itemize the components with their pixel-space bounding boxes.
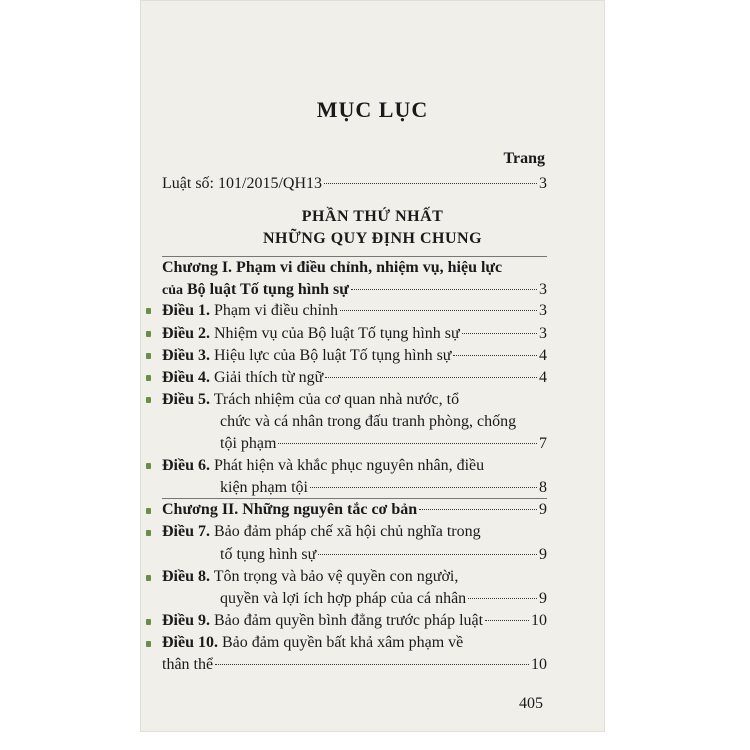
toc-entry-chapter-1[interactable] (162, 280, 547, 301)
toc-entry-text: Chương II. Những nguyên tắc cơ bản (162, 501, 418, 518)
toc-entry-page: 7 (539, 435, 547, 452)
toc-entry-text: thân thể (162, 656, 214, 673)
toc-entry-text: quyền và lợi ích hợp pháp của cá nhân (220, 590, 467, 607)
bullet-icon (146, 375, 151, 381)
toc-entry-dieu-7-line2 (220, 545, 547, 565)
dot-leader (419, 509, 537, 510)
toc-entry-dieu-8-line2 (220, 589, 547, 609)
toc-entry-dieu-10[interactable] (162, 633, 547, 653)
bullet-icon (146, 331, 151, 337)
toc-entry-text: kiện phạm tội (220, 479, 308, 496)
dot-leader (325, 377, 537, 378)
toc-entry-text: tội phạm (220, 435, 277, 452)
toc-entry-page: 9 (539, 501, 547, 518)
toc-entry-text: Nhiệm vụ của Bộ luật Tố tụng hình sự (214, 325, 460, 342)
page-number: 405 (519, 695, 543, 712)
toc-entry-page: 4 (539, 369, 547, 386)
dot-leader (462, 333, 537, 334)
toc-title: MỤC LỤC (316, 97, 429, 122)
dot-leader (453, 355, 537, 356)
toc-entry-text: tố tụng hình sự (220, 546, 317, 563)
toc-entry-text: Bộ luật Tố tụng hình sự (187, 281, 349, 298)
toc-entry-page: 9 (539, 590, 547, 607)
dot-leader (318, 554, 537, 555)
article-label: Điều 3. (162, 347, 210, 364)
article-label: Điều 8. (162, 568, 210, 585)
toc-entry-page: 8 (539, 479, 547, 496)
toc-entry-text: Bảo đảm quyền bình đẳng trước pháp luật (214, 612, 484, 629)
dot-leader (468, 598, 537, 599)
toc-entry-dieu-2[interactable] (162, 324, 547, 344)
toc-entry-page: 9 (539, 546, 547, 563)
toc-entry-dieu-4[interactable] (162, 368, 547, 388)
toc-entry-text: Tôn trọng và bảo vệ quyền con người, (213, 568, 459, 585)
dot-leader (340, 310, 537, 311)
bullet-icon (146, 463, 151, 469)
toc-entry-text: Luật số: 101/2015/QH13 (162, 175, 322, 192)
toc-entry-dieu-7[interactable] (162, 522, 547, 542)
page-column-header: Trang (503, 150, 545, 167)
part-heading-2: NHỮNG QUY ĐỊNH CHUNG (262, 230, 483, 247)
toc-entry-text: Bảo đảm quyền bất khả xâm phạm về (222, 634, 464, 651)
chapter-1-prefix: của (162, 283, 183, 298)
dot-leader (310, 487, 537, 488)
bullet-icon (146, 619, 151, 625)
dot-leader (278, 443, 537, 444)
article-label: Điều 5. (162, 391, 210, 408)
bullet-icon (146, 641, 151, 647)
article-label: Điều 9. (162, 612, 210, 629)
toc-entry-page: 3 (539, 302, 547, 319)
divider (162, 256, 547, 257)
dot-leader (215, 664, 529, 665)
dot-leader (324, 183, 537, 184)
bullet-icon (146, 353, 151, 359)
toc-entry-dieu-5-line3 (220, 434, 547, 454)
dot-leader (485, 620, 529, 621)
toc-entry-dieu-10-line2 (162, 655, 547, 675)
bullet-icon (146, 397, 151, 403)
article-label: Điều 4. (162, 369, 210, 386)
toc-entry-page: 4 (539, 347, 547, 364)
toc-entry-page: 3 (539, 325, 547, 342)
bullet-icon (146, 508, 151, 514)
book-page (140, 0, 605, 732)
toc-entry-page: 10 (531, 656, 547, 673)
toc-entry-text: Hiệu lực của Bộ luật Tố tụng hình sự (214, 347, 452, 364)
toc-entry-text: Phạm vi điều chỉnh (214, 302, 338, 319)
toc-entry-law[interactable] (162, 174, 547, 194)
toc-entry-text: Bảo đảm pháp chế xã hội chủ nghĩa trong (214, 523, 481, 540)
toc-entry-chapter-2[interactable] (162, 500, 547, 520)
toc-entry-dieu-5[interactable] (162, 390, 547, 410)
toc-entry-dieu-9[interactable] (162, 611, 547, 631)
toc-entry-dieu-6[interactable] (162, 456, 547, 476)
part-heading-1: PHẦN THỨ NHẤT (301, 208, 444, 225)
toc-entry-dieu-1[interactable] (162, 301, 547, 321)
article-label: Điều 1. (162, 302, 210, 319)
toc-entry-page: 10 (531, 612, 547, 629)
dot-leader (351, 289, 537, 290)
bullet-icon (146, 530, 151, 536)
article-label: Điều 6. (162, 457, 210, 474)
toc-entry-page: 3 (539, 281, 547, 298)
chapter-1-line1[interactable]: Chương I. Phạm vi điều chỉnh, nhiệm vụ, hiệu lực (162, 259, 503, 276)
toc-entry-text: Trách nhiệm của cơ quan nhà nước, tổ (213, 391, 460, 408)
toc-entry-dieu-3[interactable] (162, 346, 547, 366)
toc-entry-text: Phát hiện và khắc phục nguyên nhân, điều (214, 457, 485, 474)
bullet-icon (146, 575, 151, 581)
article-label: Điều 10. (162, 634, 218, 651)
bullet-icon (146, 308, 151, 314)
toc-entry-dieu-8[interactable] (162, 567, 547, 587)
article-label: Điều 2. (162, 325, 210, 342)
toc-entry-page: 3 (539, 175, 547, 192)
toc-entry-dieu-5-line2: chức và cá nhân trong đấu tranh phòng, chống (220, 413, 517, 430)
article-label: Điều 7. (162, 523, 210, 540)
toc-entry-text: Giải thích từ ngữ (214, 369, 324, 386)
divider (162, 498, 547, 499)
toc-entry-dieu-6-line2 (220, 478, 547, 498)
